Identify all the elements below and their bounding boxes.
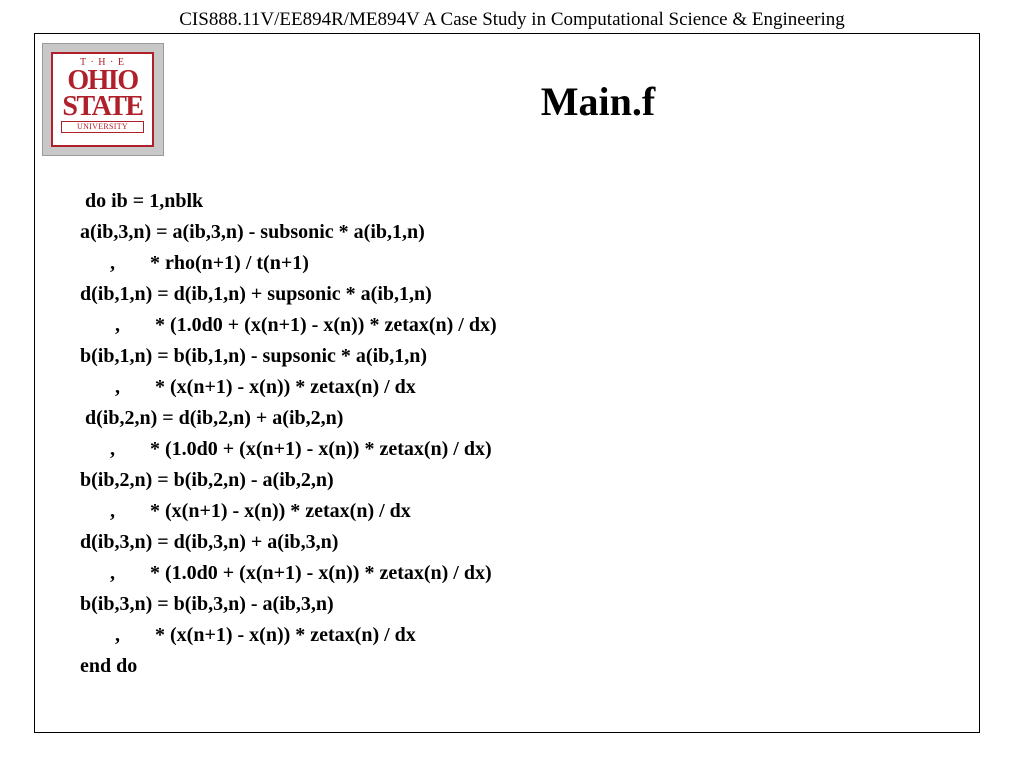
code-line: , * (1.0d0 + (x(n+1) - x(n)) * zetax(n) / dx) bbox=[80, 562, 492, 584]
slide-title: Main.f bbox=[540, 79, 656, 124]
code-line: b(ib,1,n) = b(ib,1,n) - supsonic * a(ib,1,n) bbox=[80, 345, 428, 367]
code-line: , * (x(n+1) - x(n)) * zetax(n) / dx bbox=[80, 624, 416, 646]
logo-university: UNIVERSITY bbox=[61, 121, 144, 133]
code-line: , * (1.0d0 + (x(n+1) - x(n)) * zetax(n) / dx) bbox=[80, 438, 492, 460]
code-line: d(ib,2,n) = d(ib,2,n) + a(ib,2,n) bbox=[80, 407, 344, 429]
code-line: b(ib,3,n) = b(ib,3,n) - a(ib,3,n) bbox=[80, 593, 334, 615]
logo-state: STATE bbox=[62, 91, 143, 122]
code-line: , * (1.0d0 + (x(n+1) - x(n)) * zetax(n) / dx) bbox=[80, 314, 497, 336]
code-line: b(ib,2,n) = b(ib,2,n) - a(ib,2,n) bbox=[80, 469, 334, 491]
code-line: end do bbox=[80, 655, 138, 677]
logo-the: T · H · E bbox=[80, 57, 125, 68]
code-line: d(ib,1,n) = d(ib,1,n) + supsonic * a(ib,1,n) bbox=[80, 283, 432, 305]
code-line: , * rho(n+1) / t(n+1) bbox=[80, 252, 309, 274]
code-line: d(ib,3,n) = d(ib,3,n) + a(ib,3,n) bbox=[80, 531, 339, 553]
code-line: , * (x(n+1) - x(n)) * zetax(n) / dx bbox=[80, 376, 416, 398]
code-line: , * (x(n+1) - x(n)) * zetax(n) / dx bbox=[80, 500, 411, 522]
logo-ohio: OHIO bbox=[67, 65, 138, 96]
code-block bbox=[80, 186, 497, 682]
course-header: CIS888.11V/EE894R/ME894V A Case Study in Computational Science & Engineering bbox=[179, 9, 845, 30]
code-line: a(ib,3,n) = a(ib,3,n) - subsonic * a(ib,1,n) bbox=[80, 221, 425, 243]
code-line: do ib = 1,nblk bbox=[80, 190, 204, 212]
